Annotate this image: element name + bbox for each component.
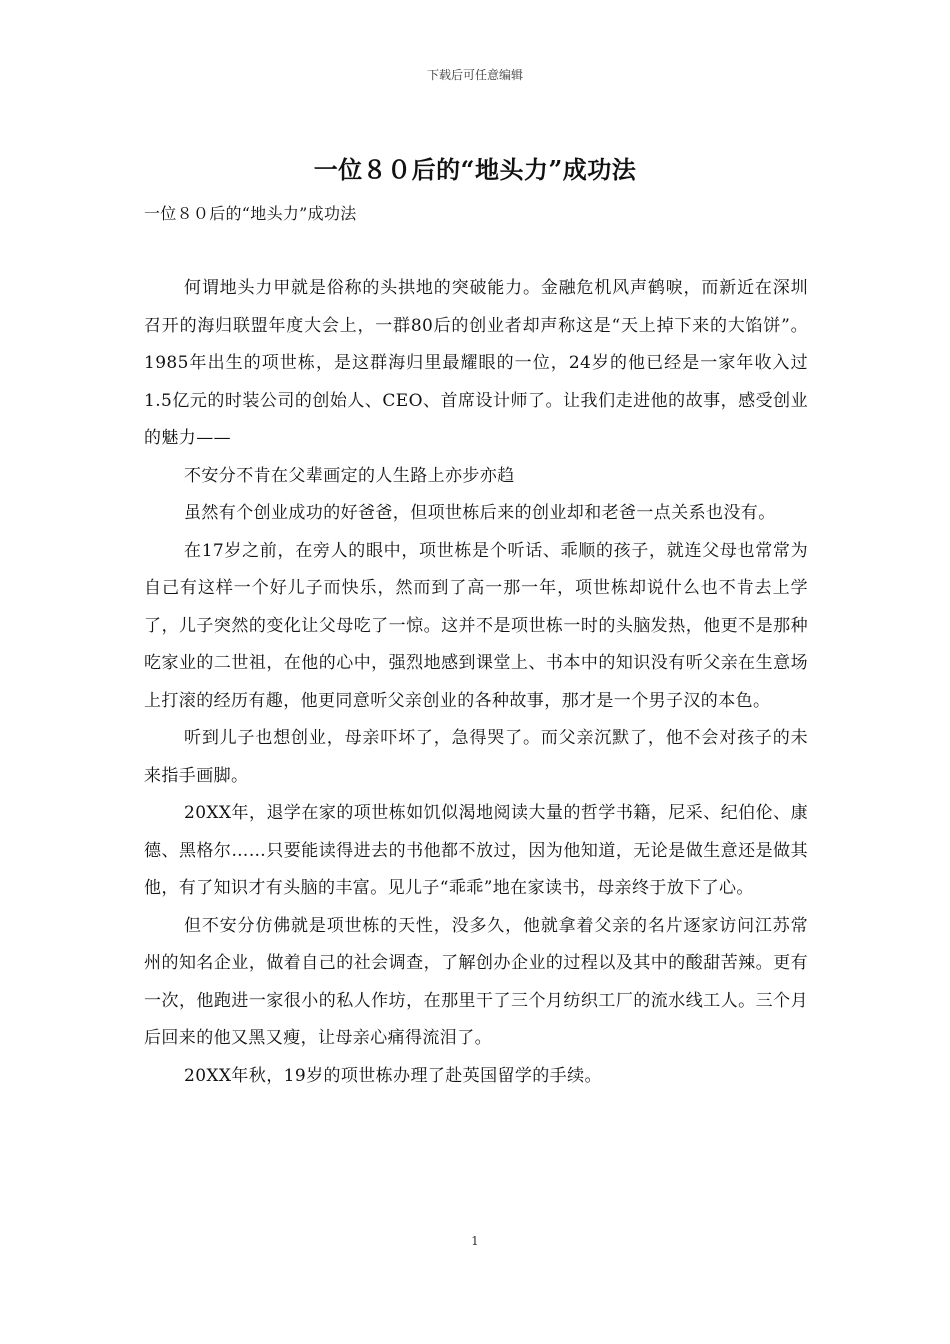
paragraph: 虽然有个创业成功的好爸爸，但项世栋后来的创业却和老爸一点关系也没有。: [184, 503, 776, 523]
paragraph-section-heading: 不安分不肯在父辈画定的人生路上亦步亦趋: [184, 465, 515, 486]
document-subtitle: 一位８０后的“地头力”成功法: [144, 204, 357, 223]
paragraph: 听到儿子也想创业，母亲吓坏了，急得哭了。而父亲沉默了，他不会对孩子的未来指手画脚。: [144, 728, 808, 786]
paragraph: 但不安分仿佛就是项世栋的天性，没多久，他就拿着父亲的名片逐家访问江苏常州的知名企业，做着自己的社会调查，了解创办企业的过程以及其中的酸甜苦辣。更有一次，他跑进一家很小的私人作坊，在那里干了三个月纺织工厂的流水线工人。三个月后回来的他又黑又瘦，让母亲心痛得流泪了。: [144, 915, 808, 1048]
page-number: 1: [471, 1234, 479, 1248]
header-note: 下载后可任意编辑: [426, 68, 523, 82]
paragraph-intro: 何谓地头力甲就是俗称的头拱地的突破能力。金融危机风声鹤唳，而新近在深圳召开的海归联盟年度大会上，一群80后的创业者却声称这是“天上掉下来的大馅饼”。1985年出生的项世栋，是这群海归里最耀眼的一位，24岁的他已经是一家年收入过1.5亿元的时装公司的创始人、CEO、首席设计师了。让我们走进他的故事，感受创业的魅力——: [144, 278, 808, 448]
paragraph: 20XX年，退学在家的项世栋如饥似渴地阅读大量的哲学书籍，尼采、纪伯伦、康德、黑格尔……只要能读得进去的书他都不放过，因为他知道，无论是做生意还是做其他，有了知识才有头脑的丰富。见儿子“乖乖”地在家读书，母亲终于放下了心。: [144, 803, 808, 898]
document-title: 一位８０后的“地头力”成功法: [313, 155, 637, 184]
document-body: [144, 270, 808, 1095]
paragraph: 在17岁之前，在旁人的眼中，项世栋是个听话、乖顺的孩子，就连父母也常常为自己有这样一个好儿子而快乐，然而到了高一那一年，项世栋却说什么也不肯去上学了，儿子突然的变化让父母吃了一惊。这并不是项世栋一时的头脑发热，他更不是那种吃家业的二世祖，在他的心中，强烈地感到课堂上、书本中的知识没有听父亲在生意场上打滚的经历有趣，他更同意听父亲创业的各种故事，那才是一个男子汉的本色。: [144, 540, 808, 711]
paragraph: 20XX年秋，19岁的项世栋办理了赴英国留学的手续。: [184, 1065, 602, 1086]
